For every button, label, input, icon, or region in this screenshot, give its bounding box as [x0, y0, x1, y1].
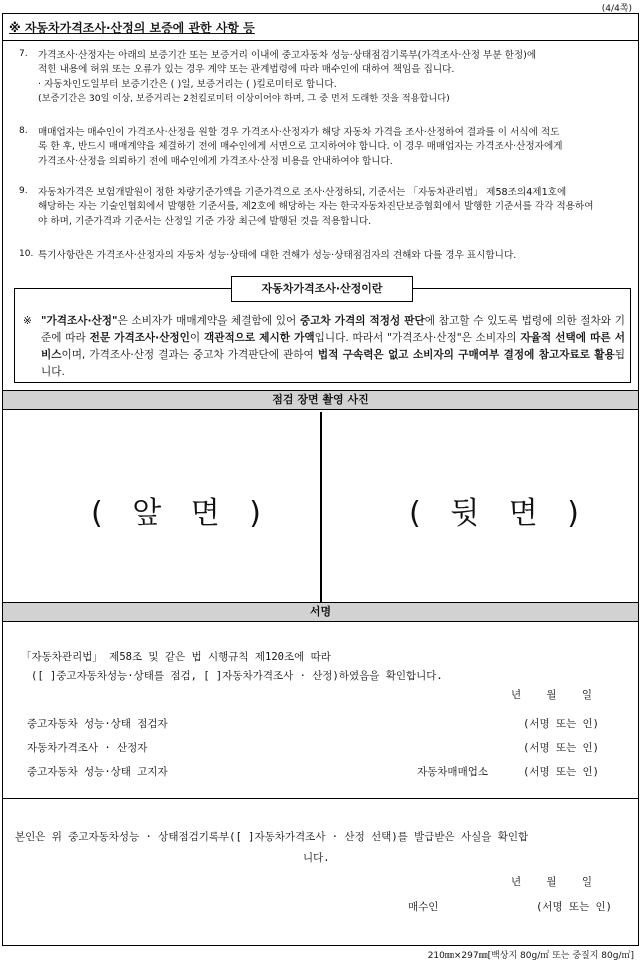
item-line: 적힌 내용에 허위 또는 오류가 있는 경우 계약 또는 관계법령에 따라 매수인에 대하여 책임을 집니다.	[38, 64, 455, 76]
photo-section-header: 점검 장면 촬영 사진	[3, 390, 638, 410]
confirmation-statement: ([ ]중고자동차성능·상태를 점검, [ ]자동차가격조사 · 산정)하였음을 확인합니다.	[31, 670, 443, 682]
note-marker: ※	[23, 315, 32, 327]
item-number: 10.	[19, 249, 34, 259]
definition-segment: 은 소비자가 매매계약을 체결함에 있어	[117, 315, 300, 327]
item-line: 매매업자는 매수인이 가격조사·산정을 원할 경우 가격조사·산정자가 해당 자동차 가격을 조사·산정하여 결과를 이 서식에 적도	[38, 127, 560, 138]
buyer-signature-field[interactable]: (서명 또는 인)	[536, 901, 613, 913]
signature-section-header: 서명	[3, 602, 638, 622]
section-divider	[3, 40, 638, 41]
notice-item-8	[13, 126, 635, 169]
dealer-label: 자동차매매업소	[417, 766, 489, 778]
signature-field[interactable]: (서명 또는 인)	[523, 742, 600, 754]
definition-body	[41, 313, 625, 381]
item-line: 해당하는 자는 기술인협회에서 발행한 기준서를, 제2호에 해당하는 자는 한국자동차진단보증협회에서 발행한 기준서를 각각 적용하여	[38, 201, 594, 213]
item-line: 가격조사·산정을 의뢰하기 전에 매수인에게 가격조사·산정 비용을 안내하여야 합니다.	[38, 155, 393, 167]
signature-divider	[3, 798, 638, 799]
signer-role: 중고자동차 성능·상태 점검자	[27, 718, 168, 730]
definition-segment: 입니다. 따라서 "가격조사·산정"은 소비자의	[314, 332, 521, 344]
notice-item-9	[13, 186, 635, 229]
item-number: 7.	[19, 49, 28, 59]
warranty-terms: · 자동차인도일부터 보증기간은 ( )일, 보증거리는 ( )킬로미터로 합니다.	[38, 78, 337, 90]
item-line: 야 하며, 기준가격과 기준서는 산정일 기준 가장 최근에 발행된 것을 적용합니다.	[38, 215, 372, 227]
buyer-label: 매수인	[408, 901, 439, 913]
notice-item-7	[13, 49, 635, 106]
definition-segment: 에 참고할 수 있도록 법령에 의한 절차와 기준에 따라	[41, 315, 625, 344]
definition-segment: 법적 구속력은 없고 소비자의 구매여부 결정에 참고자료로 활용	[317, 349, 615, 361]
law-reference: 「자동차관리법」 제58조 및 같은 법 시행규칙 제120조에 따라	[21, 651, 331, 663]
definition-segment: 이며, 가격조사·산정 결과는 중고차 가격판단에 관하여	[61, 349, 318, 361]
receipt-statement: 본인은 위 중고자동차성능 · 상태점검기록부([ ]자동차가격조사 · 산정 선택)를 발급받은 사실을 확인합	[15, 831, 529, 843]
definition-segment: 전문 가격조사·산정인	[89, 332, 190, 344]
form-frame	[2, 13, 639, 946]
definition-label: 자동차가격조사·산정이란	[231, 276, 413, 302]
page-number: (4/4쪽)	[601, 4, 632, 14]
photo-divider	[320, 412, 322, 604]
notice-item-10	[13, 249, 635, 263]
item-number: 8.	[19, 126, 28, 136]
definition-segment: 이	[189, 332, 204, 344]
signature-field[interactable]: (서명 또는 인)	[523, 718, 600, 730]
warranty-note: (보증기간은 30일 이상, 보증거리는 2천킬로미터 이상이어야 하며, 그 중 먼저 도래한 것을 적용합니다)	[38, 93, 450, 105]
front-photo-label: ( 앞 면 )	[91, 496, 271, 531]
definition-segment: 중고차 가격의 적정성 판단	[299, 315, 425, 327]
section-title: ※ 자동차가격조사·산정의 보증에 관한 사항 등	[9, 21, 255, 35]
item-line: 록 한 후, 반드시 매매계약을 체결하기 전에 매수인에게 서면으로 고지하여야 합니다. 이 경우 매매업자는 가격조사·산정자에게	[38, 141, 563, 153]
signature-field[interactable]: (서명 또는 인)	[523, 766, 600, 778]
item-number: 9.	[19, 186, 28, 196]
item-line: 특기사항란은 가격조사·산정자의 자동차 성능·상태에 대한 견해가 성능·상태점검자의 견해와 다를 경우 표시합니다.	[38, 250, 517, 261]
definition-segment: "가격조사·산정"	[41, 315, 118, 327]
definition-text	[23, 313, 625, 381]
definition-segment: 자율적 선택에 따른 서비스	[41, 332, 626, 361]
paper-spec: 210㎜×297㎜[백상지 80g/㎡ 또는 중질지 80g/㎡]	[427, 951, 634, 960]
item-line: 가격조사·산정자는 아래의 보증기간 또는 보증거리 이내에 중고자동차 성능·상태점검기록부(가격조사·산정 부분 한정)에	[38, 50, 537, 61]
back-photo-label: ( 뒷 면 )	[409, 496, 589, 531]
definition-segment: 됩니다.	[41, 349, 626, 378]
receipt-statement-end: 니다.	[303, 852, 330, 864]
confirmation-date: 년 월 일	[511, 689, 593, 701]
signer-role: 자동차가격조사 · 산정자	[27, 742, 148, 754]
definition-segment: 객관적으로 제시한 가액	[203, 332, 315, 344]
definition-box	[14, 288, 631, 383]
item-line: 자동차가격은 보험개발원이 정한 차량기준가액을 기준가격으로 조사·산정하되, 기준서는 「자동차관리법」 제58조의4제1호에	[38, 187, 567, 198]
signer-role: 중고자동차 성능·상태 고지자	[27, 766, 168, 778]
receipt-date: 년 월 일	[511, 876, 593, 888]
